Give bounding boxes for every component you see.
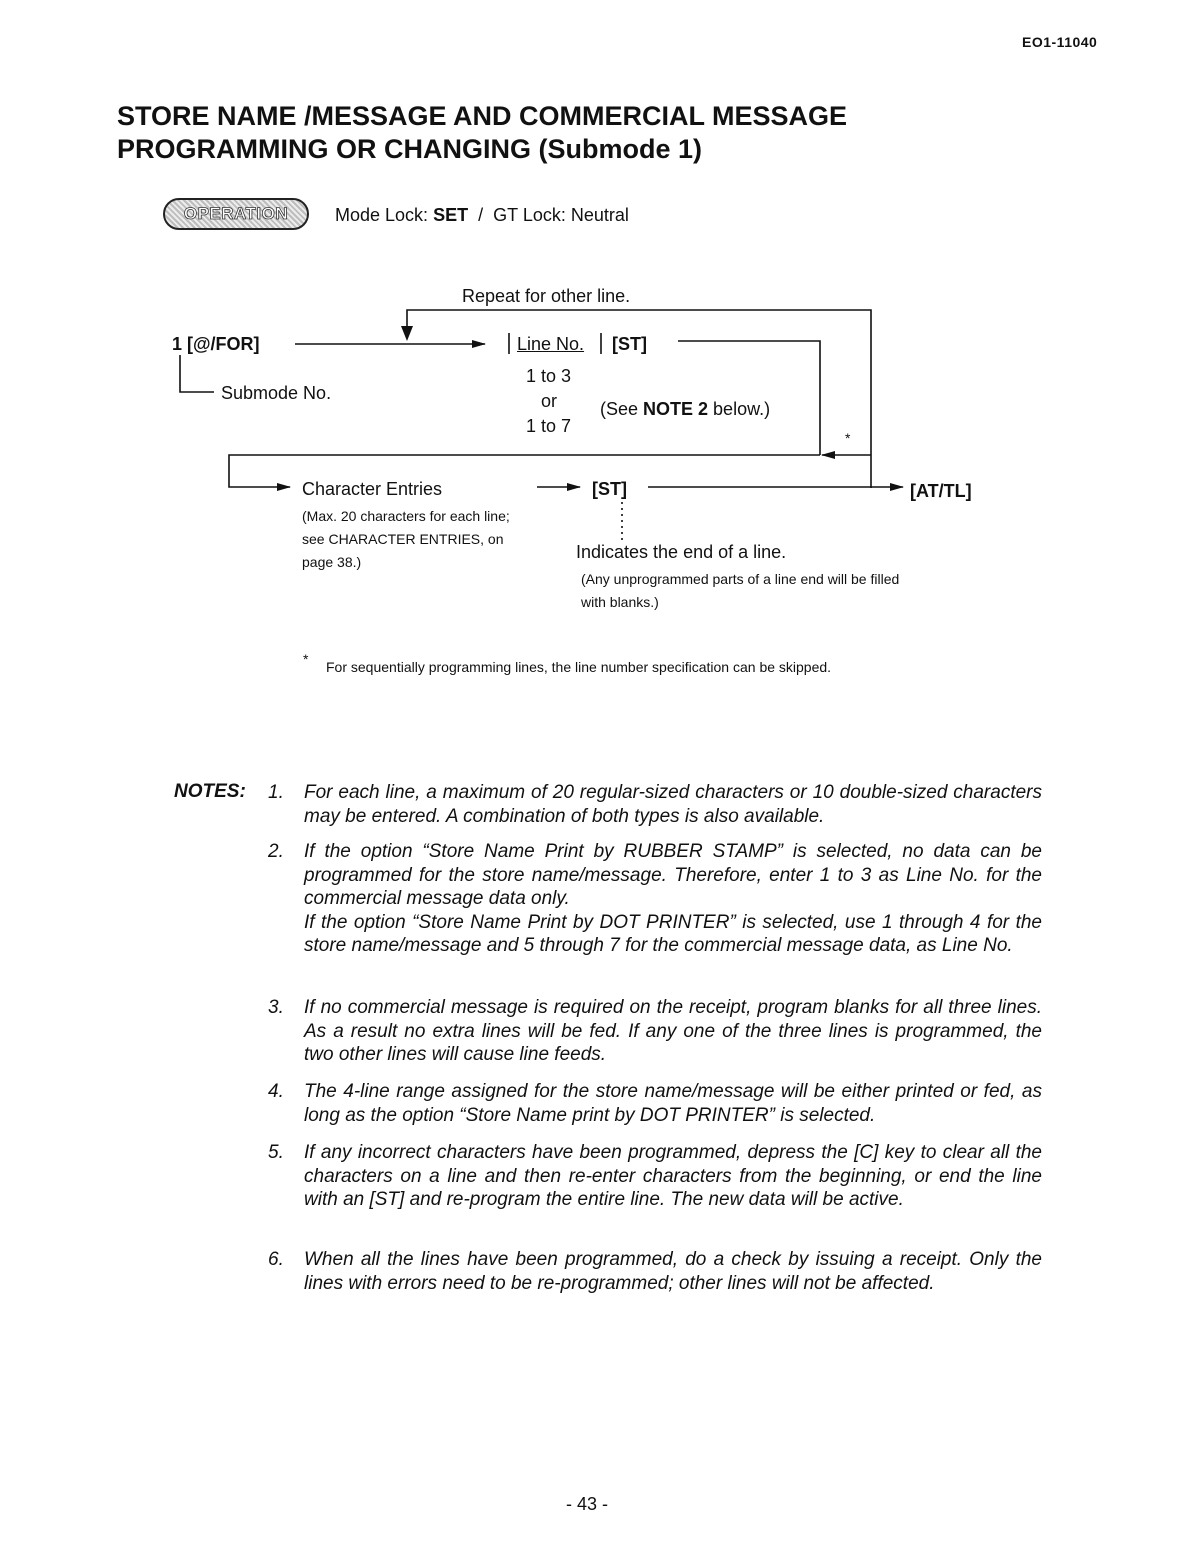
- range-1-to-7: 1 to 7: [526, 416, 572, 436]
- see-note-post: below.): [708, 399, 771, 419]
- note-text: If the option “Store Name Print by RUBBER STAMP” is selected, no data can be programmed for the store name/message. Therefore, enter 1 to 3 as Line No. for the commercial message data only.: [304, 841, 1042, 909]
- operation-badge: OPERATION: [163, 198, 309, 230]
- note-item: [268, 840, 1042, 958]
- range-or: or: [541, 391, 558, 411]
- submode-bracket: [180, 355, 214, 392]
- page-number: - 43 -: [566, 1494, 609, 1514]
- footnote-star: *: [303, 651, 309, 667]
- footnote-text: For sequentially programming lines, the line number specification can be skipped.: [326, 659, 832, 675]
- lock-separator: /: [478, 205, 484, 225]
- line-no-label: Line No.: [517, 334, 585, 354]
- skip-star: *: [845, 430, 851, 446]
- note-text: When all the lines have been programmed, do a check by issuing a receipt. Only the lines with errors need to be re-programmed; other lines will not be affected.: [304, 1249, 1042, 1294]
- note-item: [268, 781, 1042, 828]
- note-text: For each line, a maximum of 20 regular-sized characters or 10 double-sized characters may be entered. A combination of both types is also available.: [304, 782, 1042, 827]
- note-text: If no commercial message is required on the receipt, program blanks for all three lines. As a result no extra lines will be fed. If any one of the three lines is programmed, the two other lines will cause line feeds.: [304, 997, 1042, 1065]
- note-number: 6.: [268, 1249, 284, 1270]
- see-note-2: [600, 399, 770, 420]
- mode-lock-value: SET: [433, 205, 469, 225]
- note-item: [268, 1080, 1042, 1127]
- mode-lock-label: Mode Lock:: [335, 205, 429, 225]
- note-number: 5.: [268, 1142, 284, 1163]
- repeat-label: Repeat for other line.: [462, 286, 631, 306]
- note-text: The 4-line range assigned for the store name/message will be either printed or fed, as long as the option “Store Name print by DOT PRINTER” is selected.: [304, 1081, 1042, 1126]
- note-number: 2.: [268, 841, 284, 862]
- st-key-1: [ST]: [612, 334, 647, 354]
- submode-label: Submode No.: [221, 383, 332, 403]
- note-number: 3.: [268, 997, 284, 1018]
- note-item: [268, 1248, 1042, 1295]
- character-entries-label: Character Entries: [302, 479, 443, 499]
- note-number: 1.: [268, 782, 284, 803]
- page-title-line-2: PROGRAMMING OR CHANGING (Submode 1): [117, 134, 702, 164]
- page-title-line-1: STORE NAME /MESSAGE AND COMMERCIAL MESSAGE: [117, 101, 848, 131]
- note-text-continued: If the option “Store Name Print by DOT PRINTER” is selected, use 1 through 4 for the store name/message and 5 through 7 for the commercial message data, as Line No.: [304, 911, 1042, 956]
- character-entries-note: (Max. 20 characters for each line; see CHARACTER ENTRIES, on page 38.): [302, 508, 510, 570]
- st-to-join-line: [678, 341, 820, 455]
- note-number: 4.: [268, 1081, 284, 1102]
- see-note-bold: NOTE 2: [643, 399, 709, 419]
- end-of-line-label: Indicates the end of a line.: [576, 542, 787, 562]
- step-submode-key: 1 [@/FOR]: [172, 334, 260, 354]
- at-tl-key: [AT/TL]: [910, 481, 972, 501]
- st-key-2: [ST]: [592, 479, 627, 499]
- repeat-loop-arrowhead: [401, 326, 413, 341]
- note-text: If any incorrect characters have been programmed, depress the [C] key to clear all the characters on a line and then re-enter characters from the beginning, or end the line with an [ST] and re-program the entire line. The new data will be active.: [304, 1142, 1042, 1210]
- see-note-pre: (See: [600, 399, 644, 419]
- range-1-to-3: 1 to 3: [526, 366, 572, 386]
- document-id: EO1-11040: [1022, 34, 1098, 50]
- end-of-line-note: (Any unprogrammed parts of a line end will be filled with blanks.): [581, 571, 900, 610]
- gt-lock: GT Lock: Neutral: [493, 205, 629, 225]
- note-item: [268, 1141, 1042, 1212]
- notes-label: NOTES:: [174, 781, 246, 802]
- note-item: [268, 996, 1042, 1067]
